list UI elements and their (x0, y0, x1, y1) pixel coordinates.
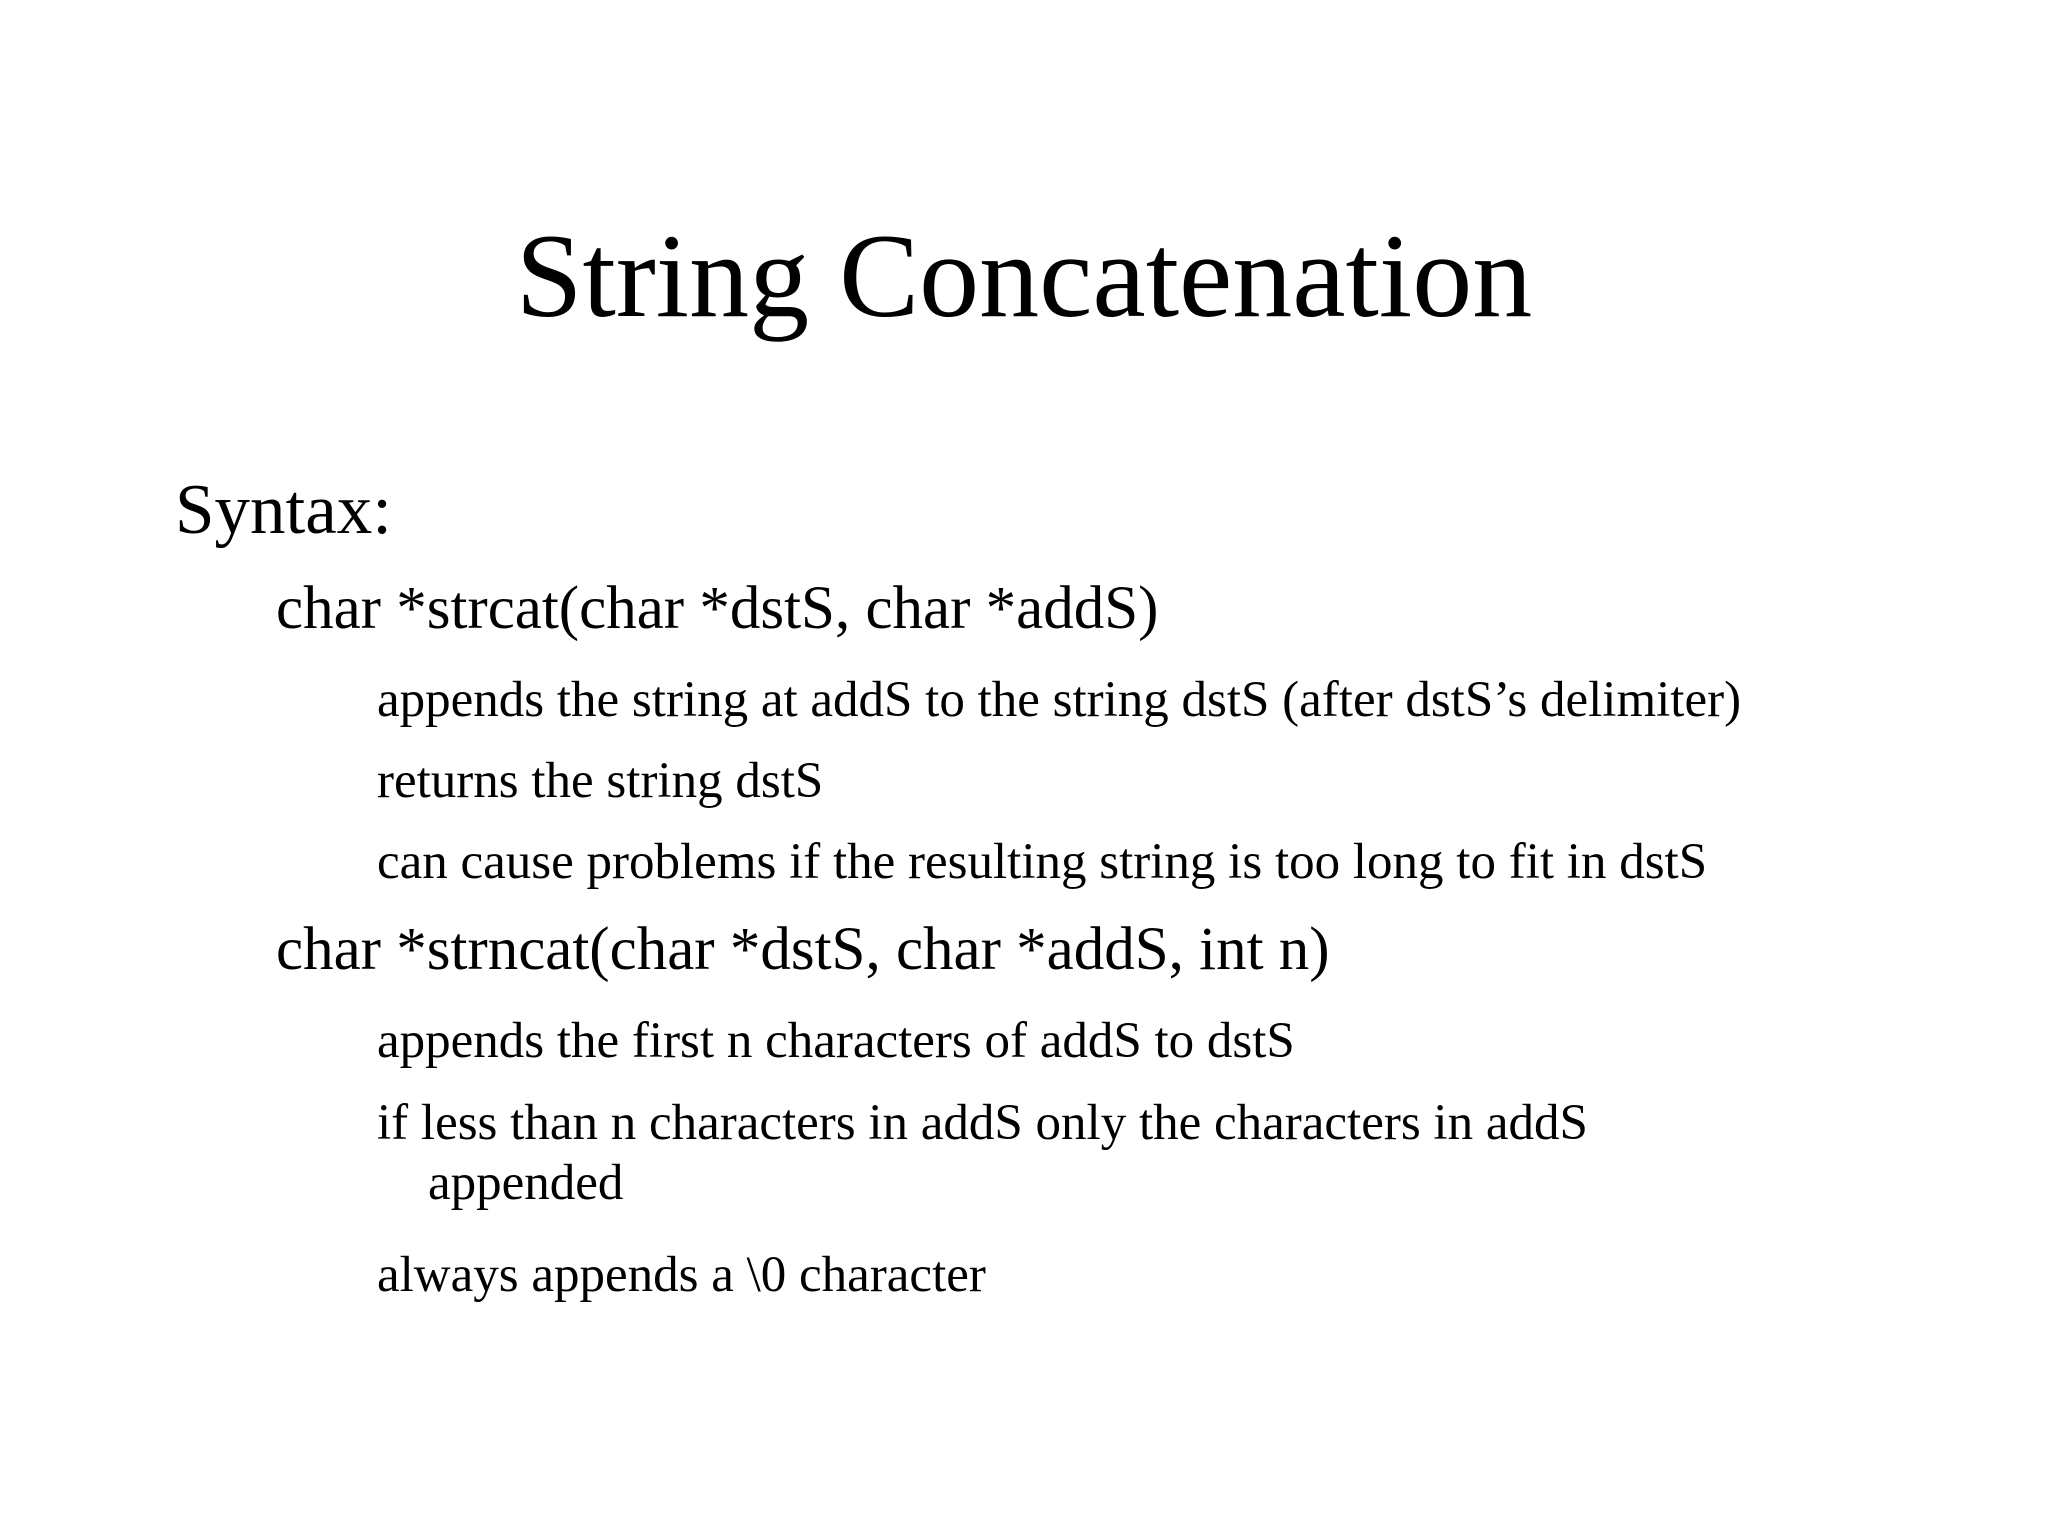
strncat-note-less-than-n (377, 1093, 1588, 1213)
strcat-note-appends: appends the string at addS to the string dstS (after dstS’s delimiter) (377, 672, 1742, 728)
strncat-note-first-n: appends the first n characters of addS to dstS (377, 1013, 1295, 1069)
strncat-note-null-char: always appends a \0 character (377, 1247, 986, 1303)
strcat-note-problems: can cause problems if the resulting string is too long to fit in dstS (377, 834, 1708, 890)
strcat-signature: char *strcat(char *dstS, char *addS) (276, 575, 1159, 642)
strncat-signature: char *strncat(char *dstS, char *addS, int n) (276, 916, 1330, 983)
syntax-heading: Syntax: (175, 471, 392, 549)
strncat-note-less-than-n-text: if less than n characters in addS only the characters in addS (377, 1095, 1588, 1151)
strncat-note-less-than-n-continuation: appended (428, 1155, 624, 1211)
slide-title: String Concatenation (515, 209, 1533, 342)
strcat-note-returns: returns the string dstS (377, 753, 824, 809)
